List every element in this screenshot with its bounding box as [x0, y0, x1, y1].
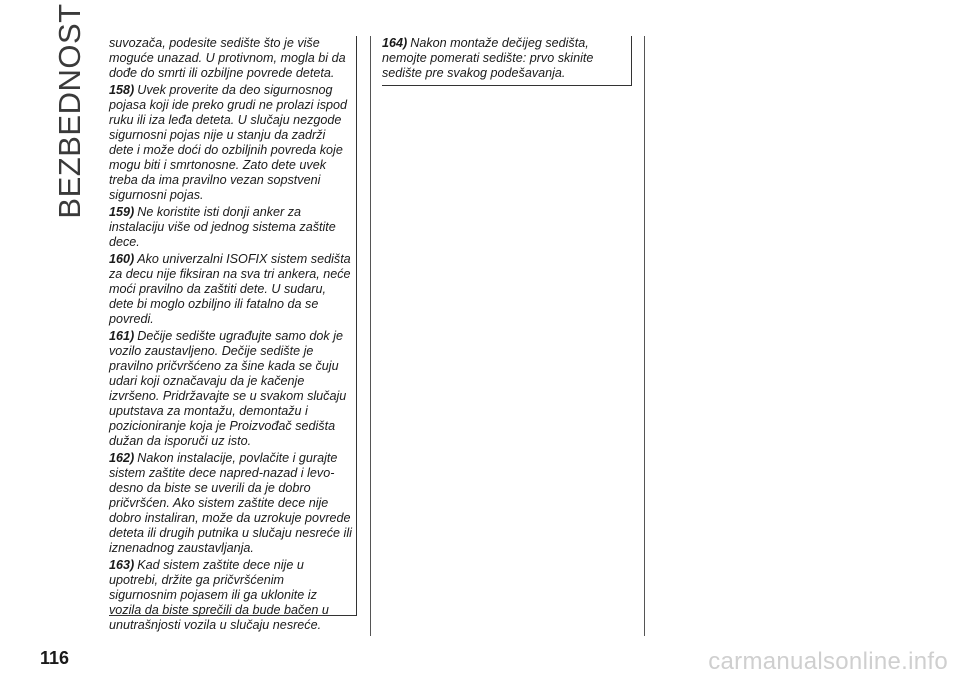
- warning-text: Uvek proverite da deo sigurnosnog pojasa koji ide preko grudi ne prolazi ispod ruku ili iza leđa deteta. U slučaju nezgode sigurnosni pojas nije u stanju da zadrži dete i može doći do ozbiljnih povreda koje mogu biti i smrtonosne. Zato dete uvek treba da ima pravilno vezan sopstveni sigurnosni pojas.: [109, 83, 348, 202]
- warning-text: Dečije sedište ugrađujte samo dok je vozilo zaustavljeno. Dečije sedište je pravilno pričvršćeno za šine kada se čuju udari koji označavaju da je kačenje izvršeno. Pridržavajte se u svakom slučaju uputstava za montažu, demontažu i pozicioniranje koja je Proizvođač sedišta dužan da isporuči uz isto.: [109, 329, 347, 448]
- warning-item-164: [382, 36, 627, 81]
- warning-item-161: [109, 329, 352, 449]
- warning-text: Nakon montaže dečijeg sedišta, nemojte pomerati sedište: prvo skinite sedište pre svakog podešavanja.: [382, 36, 594, 80]
- warning-number: 158): [109, 83, 135, 97]
- warning-number: 164): [382, 36, 408, 50]
- warning-number: 163): [109, 558, 135, 572]
- warning-text: Nakon instalacije, povlačite i gurajte sistem zaštite dece napred-nazad i levo-desno da biste se uverili da je dobro pričvršćen. Ako sistem zaštite dece nije dobro instaliran, može da uzrokuje povrede deteta ili drugih putnika u slučaju nesreće ili iznenadnog zaustavljanja.: [109, 451, 352, 555]
- warning-text: Ako univerzalni ISOFIX sistem sedišta za decu nije fiksiran na sva tri ankera, neće moći pravilno da zaštiti dete. U sudaru, dete bi moglo ozbiljno ili fatalno da se povredi.: [109, 252, 351, 326]
- warning-text: Kad sistem zaštite dece nije u upotrebi, držite ga pričvršćenim sigurnosnim pojasem ili ga uklonite iz vozila da biste sprečili da bude bačen u unutrašnjosti vozila u slučaju nesreće.: [109, 558, 329, 632]
- left-column: [109, 36, 357, 632]
- page-number: 116: [40, 648, 70, 668]
- warning-item-162: [109, 451, 352, 556]
- warning-number: 161): [109, 329, 135, 343]
- intro-paragraph: suvozača, podesite sedište što je više moguće unazad. U protivnom, mogla bi da dođe do smrti ili ozbiljne povrede deteta.: [109, 36, 346, 80]
- warning-number: 162): [109, 451, 135, 465]
- column-divider: [644, 36, 645, 636]
- warning-number: 160): [109, 252, 135, 266]
- section-title: [52, 3, 88, 219]
- warning-item-160: [109, 252, 352, 327]
- watermark: carmanualsonline.info: [708, 648, 948, 675]
- right-column: [382, 36, 632, 86]
- warning-item-163: [109, 558, 352, 633]
- warning-item-159: [109, 205, 352, 250]
- warning-item-158: [109, 83, 352, 203]
- column-divider: [370, 36, 371, 636]
- warning-text: Ne koristite isti donji anker za instalaciju više od jednog sistema zaštite dece.: [109, 205, 336, 249]
- section-title-text: BEZBEDNOST: [52, 3, 87, 219]
- warning-number: 159): [109, 205, 135, 219]
